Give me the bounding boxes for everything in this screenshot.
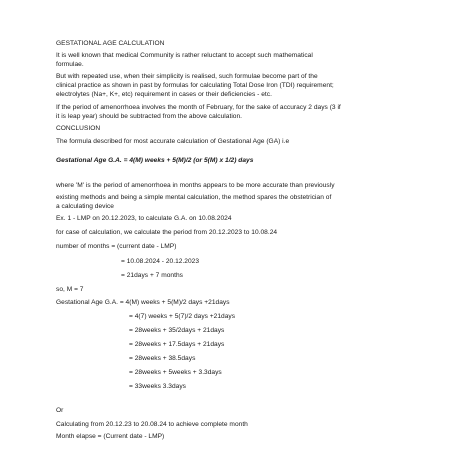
conclusion-heading: CONCLUSION [56, 125, 101, 132]
number-of-months-line: number of months = (current date - LMP) [56, 243, 177, 250]
ga-step-3: = 28weeks + 35/2days + 21days [129, 327, 225, 334]
ga-step-7: = 33weeks 3.3days [129, 383, 186, 390]
where-line-1: where 'M' is the period of amenorrhoea in months appears to be more accurate than previously [56, 182, 335, 189]
ga-step-6: = 28weeks + 5weeks + 3.3days [129, 369, 222, 376]
ga-step-2: = 4(7) weeks + 5(7)/2 days +21days [129, 313, 236, 320]
calculation-step-1: = 10.08.2024 - 20.12.2023 [121, 258, 200, 265]
where-line-2: existing methods and being a simple mental calculation, the method spares the obstetrician of [56, 194, 332, 201]
example-line: Ex. 1 - LMP on 20.12.2023, to calculate G.A. on 10.08.2024 [56, 215, 232, 222]
so-m-line: so, M = 7 [56, 286, 84, 293]
document-heading: GESTATIONAL AGE CALCULATION [56, 40, 165, 47]
month-elapse-line: Month elapse = (Current date - LMP) [56, 433, 165, 440]
calculation-step-2: = 21days + 7 months [121, 272, 183, 279]
ga-step-1: Gestational Age G.A. = 4(M) weeks + 5(M)/2 days +21days [56, 299, 230, 306]
or-line: Or [56, 407, 64, 414]
conclusion-text: The formula described for most accurate calculation of Gestational Age (GA) i.e [56, 138, 290, 145]
calculating-from-line: Calculating from 20.12.23 to 20.08.24 to achieve complete month [56, 421, 248, 428]
ga-step-4: = 28weeks + 17.5days + 21days [129, 341, 225, 348]
intro-line-1: It is well known that medical Community is rather reluctant to accept such mathematical [56, 52, 313, 59]
paragraph-2-line-3: electrolytes (Na+, K+, etc) requirement in cases or their deficiencies - etc. [56, 91, 272, 98]
paragraph-3-line-2: it is leap year) should be subtracted from the above calculation. [56, 113, 243, 120]
intro-line-2: formulae. [56, 61, 84, 68]
paragraph-3-line-1: If the period of amenorrhoea involves the month of February, for the sake of accuracy 2 days (3 if [56, 104, 341, 111]
for-case-line: for case of calculation, we calculate the period from 20.12.2023 to 10.08.24 [56, 229, 278, 236]
paragraph-2-line-1: But with repeated use, when their simplicity is realised, such formulae become part of the [56, 73, 318, 80]
gestational-age-formula: Gestational Age G.A. = 4(M) weeks + 5(M)/2 (or 5(M) x 1/2) days [56, 157, 254, 164]
where-line-3: a calculating device [56, 203, 114, 210]
ga-step-5: = 28weeks + 38.5days [129, 355, 196, 362]
paragraph-2-line-2: clinical practice as shown in past by formulas for calculating Total Dose Iron (TDI) requirement; [56, 82, 334, 89]
